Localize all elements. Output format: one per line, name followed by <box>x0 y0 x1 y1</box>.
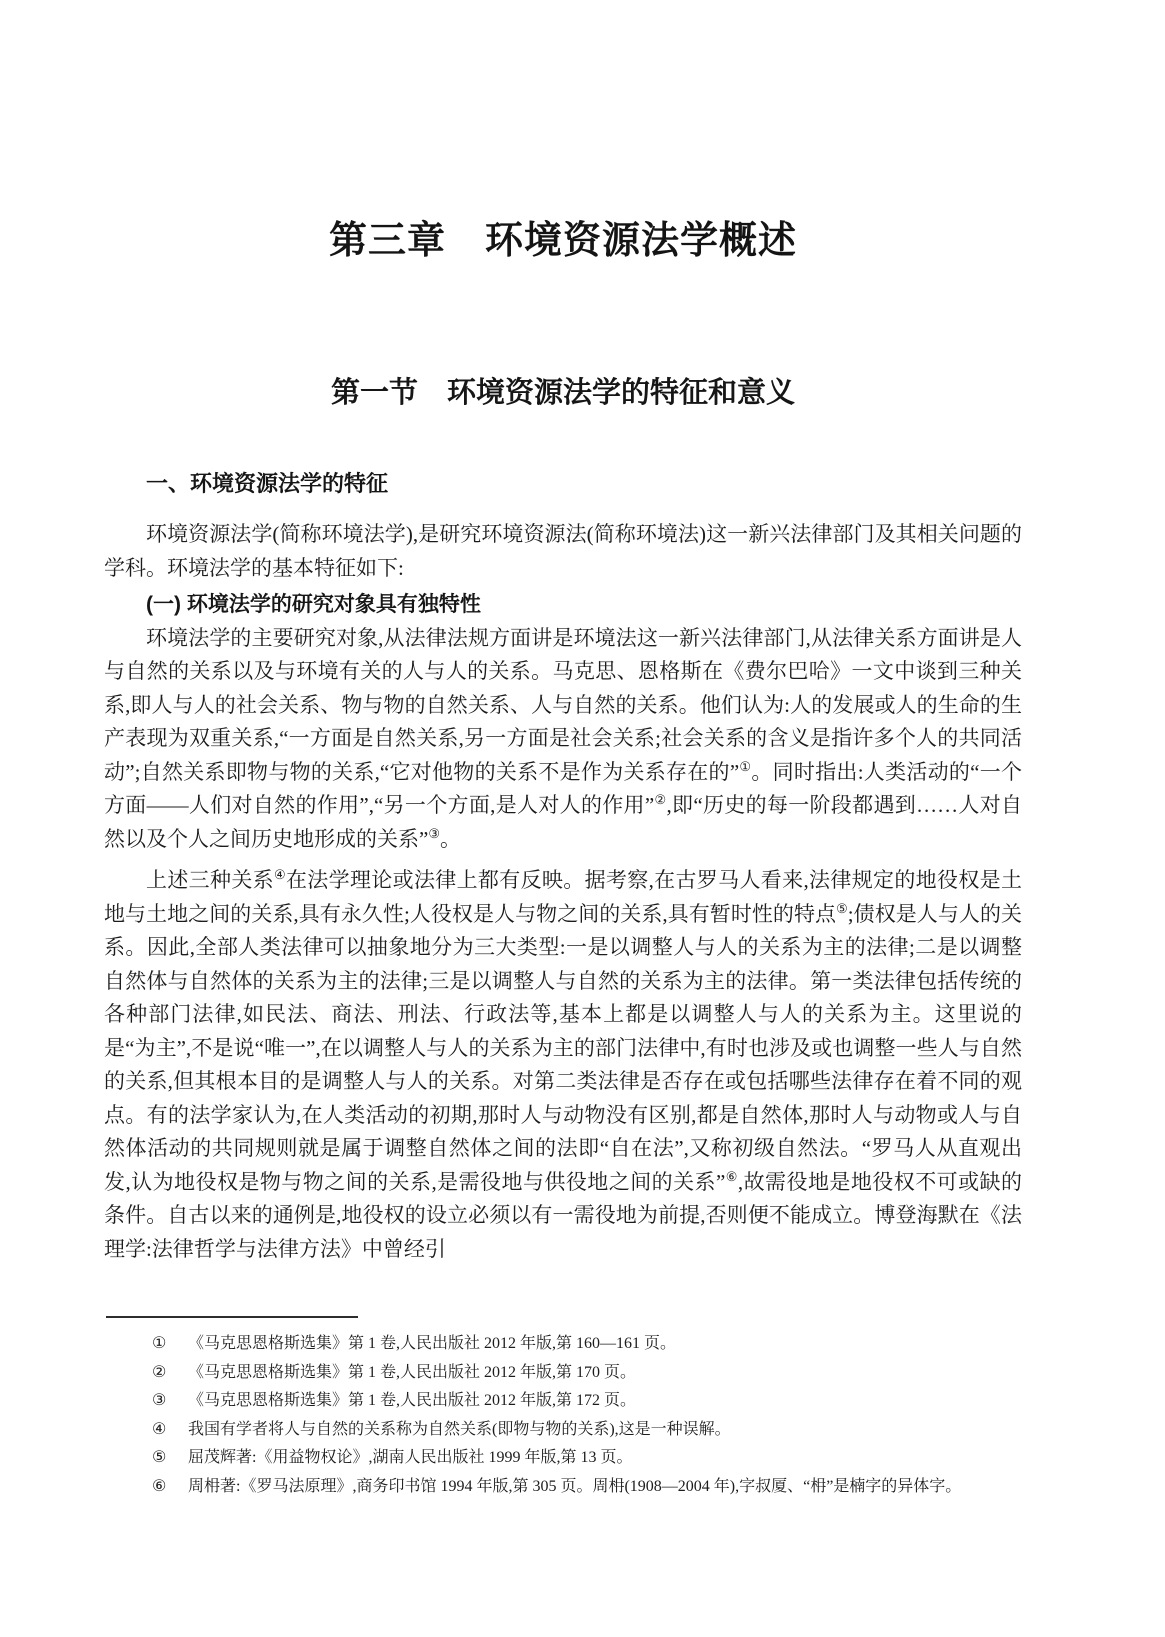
text-column <box>104 0 1022 1266</box>
footnote-text: 屈茂辉著:《用益物权论》,湖南人民出版社 1999 年版,第 13 页。 <box>188 1449 633 1466</box>
footnote-text: 《马克思恩格斯选集》第 1 卷,人民出版社 2012 年版,第 160—161 页。 <box>188 1335 677 1352</box>
footnote-marker: ⑤ <box>152 1449 167 1466</box>
footnote-marker: ① <box>152 1335 167 1352</box>
body-paragraphs <box>104 518 1022 1266</box>
footnote-item <box>104 1444 1022 1473</box>
footnote-marker: ④ <box>152 1420 167 1438</box>
footnote-text: 《马克思恩格斯选集》第 1 卷,人民出版社 2012 年版,第 170 页。 <box>188 1363 637 1381</box>
footnote-marker: ③ <box>152 1392 167 1409</box>
footnote-list <box>104 1330 1022 1501</box>
footnote-item <box>104 1416 1022 1445</box>
footnote-ref: ⑥ <box>725 1168 738 1184</box>
footnote-ref: ④ <box>273 867 286 882</box>
footnote-marker: ② <box>152 1363 167 1381</box>
footnote-text: 周枏著:《罗马法原理》,商务印书馆 1994 年版,第 305 页。周枏(1908—2004 年),字叔厦、“枏”是楠字的异体字。 <box>188 1477 962 1495</box>
body-paragraph: 环境资源法学(简称环境法学),是研究环境资源法(简称环境法)这一新兴法律部门及其相关问题的学科。环境法学的基本特征如下: <box>104 522 1022 580</box>
body-paragraph: 环境法学的主要研究对象,从法律法规方面讲是环境法这一新兴法律部门,从法律关系方面讲是人与自然的关系以及与环境有关的人与人的关系。马克思、恩格斯在《费尔巴哈》一文中谈到三种关系,即人与人的社会关系、物与物的自然关系、人与自然的关系。他们认为:人的发展或人的生命的生产表现为双重关系,“一方面是自然关系,另一方面是社会关系;社会关系的含义是指许多个人的共同活动”;自然关系即物与物的关系,“它对他物的关系不是作为关系存在的”①。同时指出:人类活动的“一个方面——人们对自然的作用”,“另一个方面,是人对人的作用”②,即“历史的每一阶段都遇到……人对自然以及个人之间历史地形成的关系”③。 <box>104 625 1023 851</box>
footnote-ref: ③ <box>428 825 440 841</box>
footnote-item <box>104 1473 1022 1502</box>
section-title: 第一节 环境资源法学的特征和意义 <box>330 377 795 409</box>
footnote-ref: ② <box>654 792 667 807</box>
footnote-ref: ① <box>739 758 752 774</box>
body-paragraph: 上述三种关系④在法学理论或法律上都有反映。据考察,在古罗马人看来,法律规定的地役权是土地与土地之间的关系,具有永久性;人役权是人与物之间的关系,具有暂时性的特点⑤;债权是人与人的关系。因此,全部人类法律可以抽象地分为三大类型:一是以调整人与人的关系为主的法律;二是以调整自然体与自然体的关系为主的法律;三是以调整人与自然的关系为主的法律。第一类法律包括传统的各种部门法律,如民法、商法、刑法、行政法等,基本上都是以调整人与人的关系为主。这里说的是“为主”,不是说“唯一”,在以调整人与人的关系为主的部门法律中,有时也涉及或也调整一些人与自然的关系,但其根本目的是调整人与人的关系。对第二类法律是否存在或包括哪些法律存在着不同的观点。有的法学家认为,在人类活动的初期,那时人与动物没有区别,都是自然体,那时人与动物或人与自然体活动的共同规则就是属于调整自然体之间的法即“自在法”,又称初级自然法。“罗马人从直观出发,认为地役权是物与物之间的关系,是需役地与供役地之间的关系”⑥,故需役地是地役权不可或缺的条件。自古以来的通例是,地役权的设立必须以有一需役地为前提,否则便不能成立。博登海默在《法理学:法律哲学与法律方法》中曾经引 <box>104 867 1023 1261</box>
footnote-marker: ⑥ <box>152 1477 167 1495</box>
chapter-title: 第三章 环境资源法学概述 <box>328 220 797 262</box>
footnote-text: 我国有学者将人与自然的关系称为自然关系(即物与物的关系),这是一种误解。 <box>188 1420 731 1438</box>
section-heading: 一、环境资源法学的特征 <box>146 471 389 496</box>
footnote-item <box>104 1330 1022 1359</box>
sub-heading: (一) 环境法学的研究对象具有独特性 <box>146 593 481 616</box>
footnote-divider <box>106 1316 358 1318</box>
footnote-block <box>104 1316 1022 1501</box>
footnote-item <box>104 1359 1022 1388</box>
footnote-text: 《马克思恩格斯选集》第 1 卷,人民出版社 2012 年版,第 172 页。 <box>188 1392 637 1409</box>
footnote-item <box>104 1387 1022 1416</box>
footnote-ref: ⑤ <box>836 900 848 916</box>
